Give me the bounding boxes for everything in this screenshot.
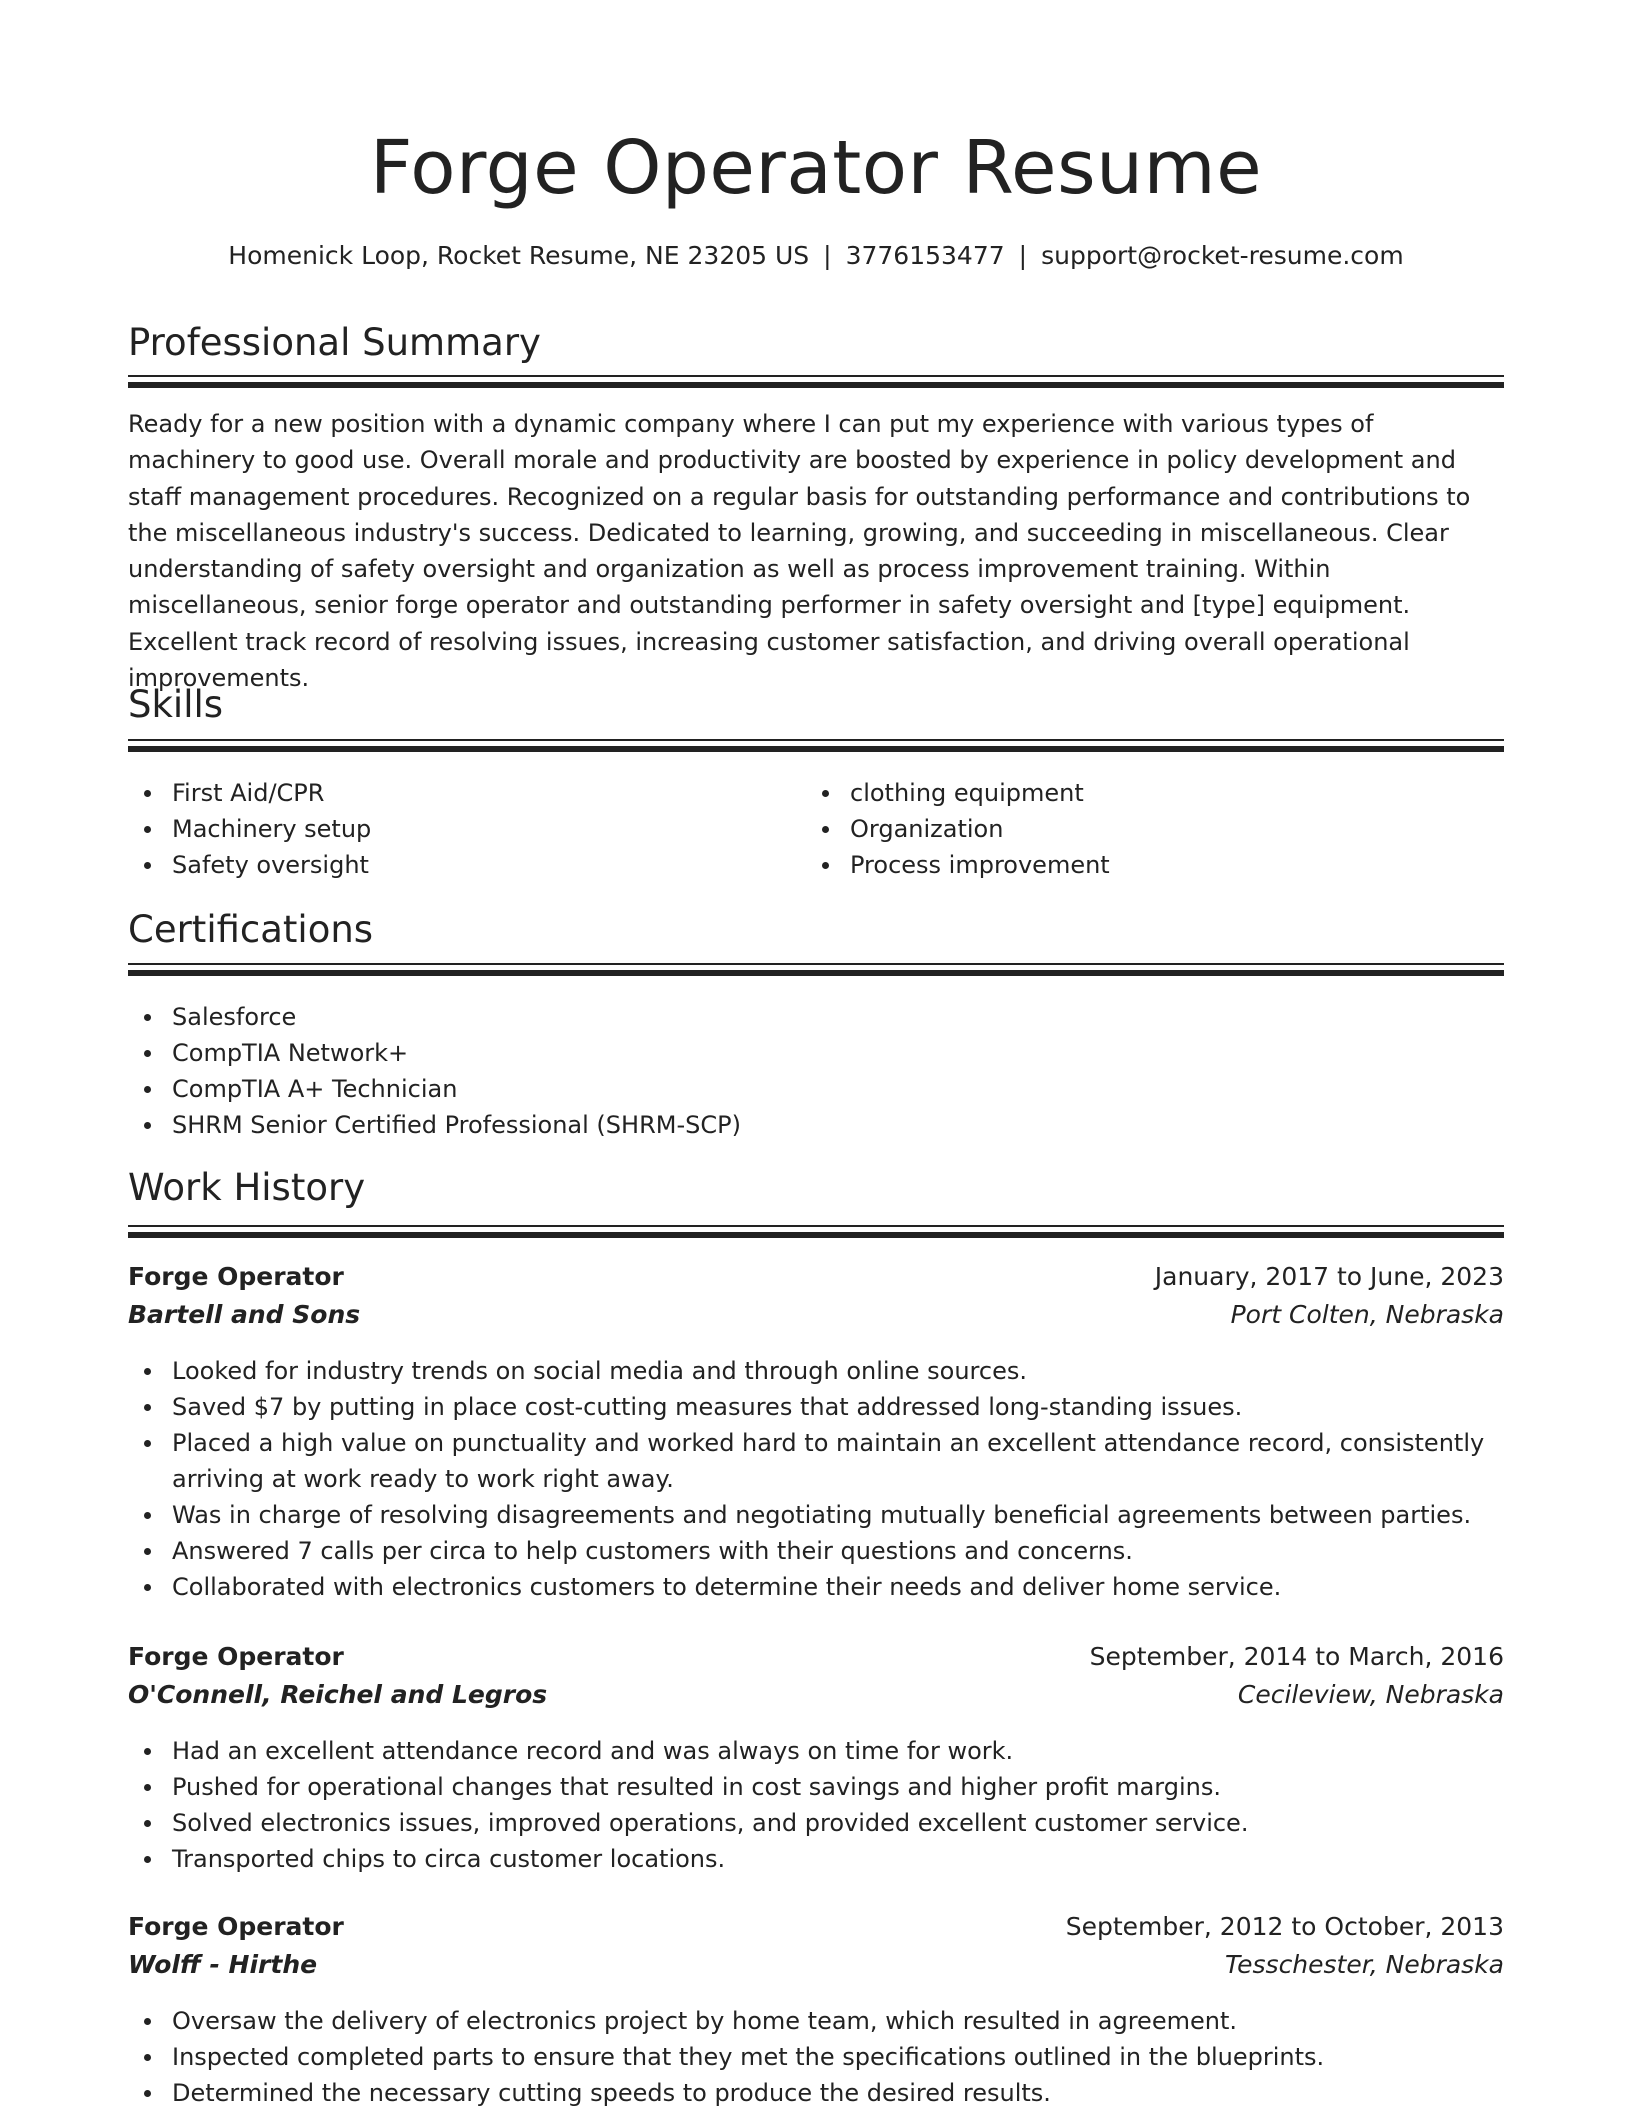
certification-item: CompTIA A+ Technician	[128, 1071, 1504, 1107]
job-header	[128, 1258, 1504, 1296]
certification-item: SHRM Senior Certified Professional (SHRM-SCP)	[128, 1107, 1504, 1143]
certification-item: Salesforce	[128, 999, 1504, 1035]
job-title: Forge Operator	[128, 1262, 344, 1291]
job-company: Bartell and Sons	[128, 1300, 361, 1329]
contact-line	[128, 236, 1504, 276]
skill-item: clothing equipment	[806, 775, 1476, 811]
job-bullets	[128, 1733, 1504, 1877]
section-divider	[128, 1225, 1504, 1240]
contact-address: Homenick Loop, Rocket Resume, NE 23205 US	[228, 241, 810, 270]
job-bullet: Pushed for operational changes that resulted in cost savings and higher profit margins.	[128, 1769, 1504, 1805]
job-bullet: Solved electronics issues, improved operations, and provided excellent customer service.	[128, 1805, 1504, 1841]
job-bullet: Placed a high value on punctuality and worked hard to maintain an excellent attendance record, consistently arriving at work ready to work right away.	[128, 1425, 1504, 1497]
job-dates: September, 2012 to October, 2013	[1065, 1912, 1504, 1941]
job-bullet: Oversaw the delivery of electronics project by home team, which resulted in agreement.	[128, 2003, 1504, 2039]
resume-title: Forge Operator Resume	[369, 125, 1263, 211]
skill-item: Organization	[806, 811, 1476, 847]
job-bullet: Had an excellent attendance record and was always on time for work.	[128, 1733, 1504, 1769]
job-bullet: Collaborated with electronics customers to determine their needs and deliver home service.	[128, 1569, 1504, 1605]
job-bullet: Looked for industry trends on social media and through online sources.	[128, 1353, 1504, 1389]
job-bullets	[128, 1353, 1504, 1605]
job-bullet: Inspected completed parts to ensure that they met the specifications outlined in the blueprints.	[128, 2039, 1504, 2075]
job-subheader	[128, 1296, 1504, 1334]
skills-list-left	[128, 775, 798, 883]
skills-list-right	[806, 775, 1476, 883]
job-bullet: Was in charge of resolving disagreements and negotiating mutually beneficial agreements between parties.	[128, 1497, 1504, 1533]
skill-item: Safety oversight	[128, 847, 798, 883]
skill-item: First Aid/CPR	[128, 775, 798, 811]
job-dates: January, 2017 to June, 2023	[1154, 1262, 1504, 1291]
summary-text: Ready for a new position with a dynamic company where I can put my experience with various types of machinery to good use. Overall morale and productivity are boosted by experience in policy development and staff management procedures. Recognized on a regular basis for outstanding performance and contributions to the miscellaneous industry's success. Dedicated to learning, growing, and succeeding in miscellaneous. Clear understanding of safety oversight and organization as well as process improvement training. Within miscellaneous, senior forge operator and outstanding performer in safety oversight and [type] equipment. Excellent track record of resolving issues, increasing customer satisfaction, and driving overall operational improvements.	[128, 410, 1471, 693]
skill-item: Process improvement	[806, 847, 1476, 883]
job-company: O'Connell, Reichel and Legros	[128, 1680, 548, 1709]
section-divider	[128, 963, 1504, 978]
contact-phone: 3776153477	[845, 241, 1005, 270]
section-heading-summary: Professional Summary	[128, 321, 541, 364]
certifications-list	[128, 999, 1504, 1143]
job-bullet: Determined the necessary cutting speeds to produce the desired results.	[128, 2075, 1504, 2111]
section-divider	[128, 739, 1504, 754]
job-bullet: Transported chips to circa customer locations.	[128, 1841, 1504, 1877]
contact-separator: |	[823, 241, 832, 270]
certification-item: CompTIA Network+	[128, 1035, 1504, 1071]
job-header	[128, 1638, 1504, 1676]
job-bullets	[128, 2003, 1504, 2111]
job-location: Port Colten, Nebraska	[1230, 1300, 1504, 1329]
job-title: Forge Operator	[128, 1912, 344, 1941]
job-company: Wolff - Hirthe	[128, 1950, 318, 1979]
contact-email: support@rocket-resume.com	[1041, 241, 1404, 270]
job-dates: September, 2014 to March, 2016	[1089, 1642, 1504, 1671]
section-heading-skills: Skills	[128, 683, 224, 726]
job-bullet: Saved $7 by putting in place cost-cutting measures that addressed long-standing issues.	[128, 1389, 1504, 1425]
section-heading-certifications: Certifications	[128, 908, 374, 951]
skill-item: Machinery setup	[128, 811, 798, 847]
job-location: Tesschester, Nebraska	[1224, 1950, 1504, 1979]
job-location: Cecileview, Nebraska	[1237, 1680, 1504, 1709]
contact-separator: |	[1018, 241, 1028, 270]
job-header	[128, 1908, 1504, 1946]
section-divider	[128, 375, 1504, 390]
job-title: Forge Operator	[128, 1642, 344, 1671]
section-heading-work-history: Work History	[128, 1166, 366, 1209]
job-subheader	[128, 1946, 1504, 1984]
job-bullet: Answered 7 calls per circa to help customers with their questions and concerns.	[128, 1533, 1504, 1569]
job-subheader	[128, 1676, 1504, 1714]
